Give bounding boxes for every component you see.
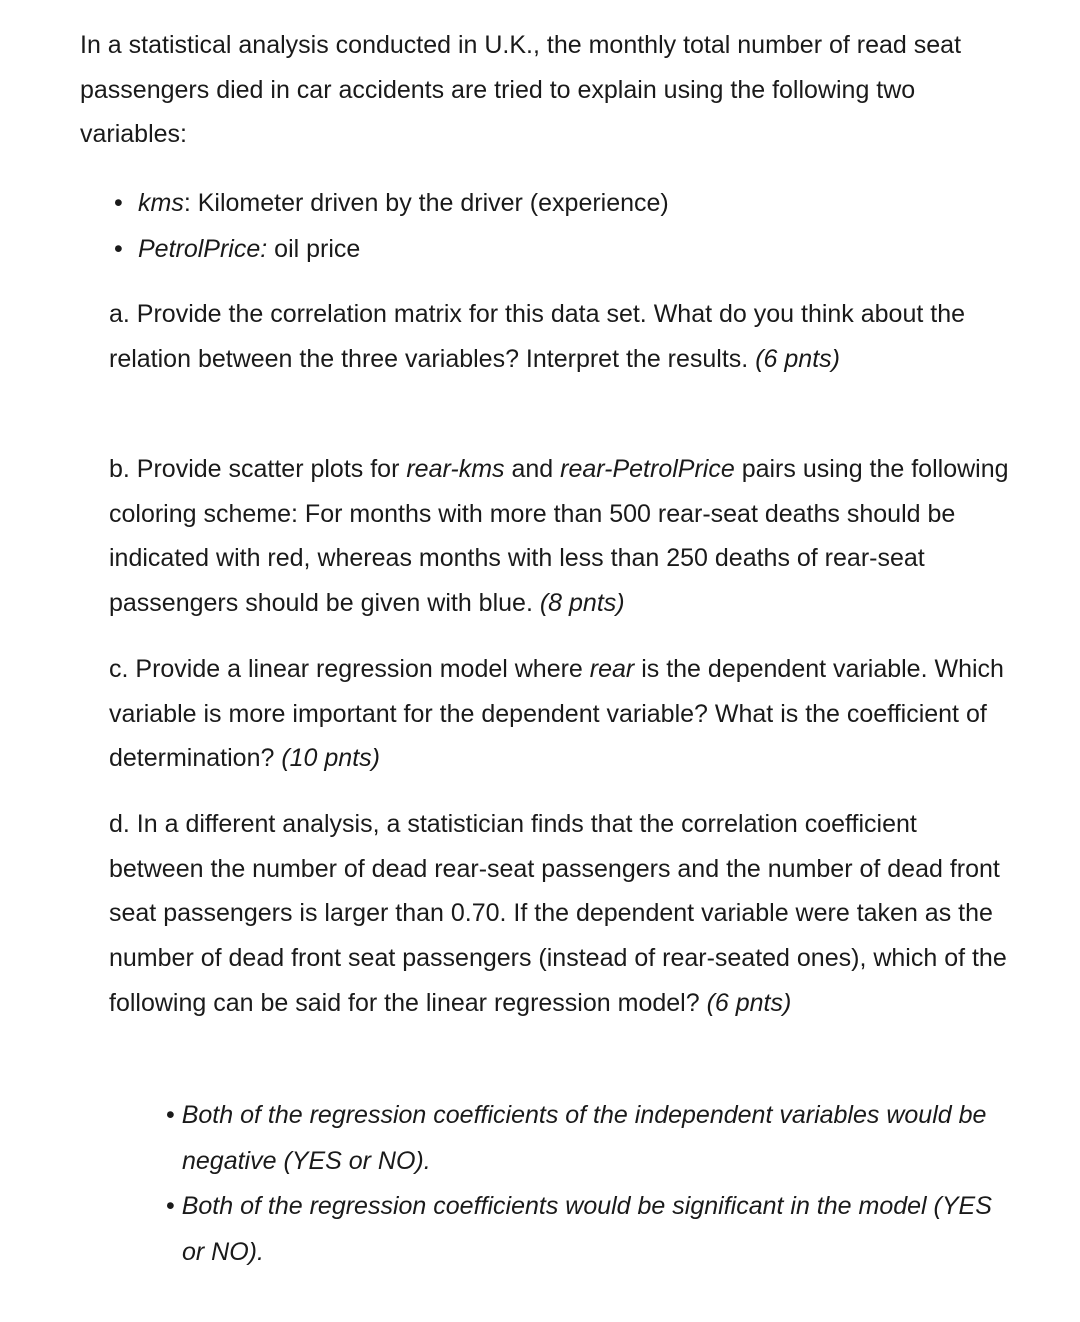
question-b-text-1: b. Provide scatter plots for bbox=[109, 455, 407, 483]
option-list bbox=[142, 1093, 1012, 1275]
question-b-emphasis-2: rear-PetrolPrice bbox=[560, 455, 735, 483]
question-d-points: (6 pnts) bbox=[706, 988, 792, 1017]
question-d-text: d. In a different analysis, a statistician finds that the correlation coefficient between the number of dead rear-seat passengers and the number of dead front seat passengers is larger than 0.70. If the dependent variable were taken as the number of dead front seat passengers (instead of rear-seated ones), which of the following can be said for the linear regression model? bbox=[109, 810, 1007, 1017]
list-item bbox=[142, 1184, 1012, 1275]
list-item bbox=[142, 1093, 1012, 1184]
question-a-text: a. Provide the correlation matrix for this data set. What do you think about the relation between the three variables? Interpret the results. bbox=[109, 300, 966, 373]
variable-separator: : bbox=[183, 189, 191, 217]
question-c-text-2: is the dependent variable. Which variable is more important for the dependent variable? What is the coefficient of determination? bbox=[109, 655, 1004, 773]
option-text: Both of the regression coefficients of the independent variables would be negative (YES or NO). bbox=[181, 1101, 987, 1175]
intro-paragraph: In a statistical analysis conducted in U.K., the monthly total number of read seat passengers died in car accidents are tried to explain using the following two variables: bbox=[80, 31, 962, 149]
bullet-icon: • bbox=[166, 1192, 175, 1220]
list-item bbox=[112, 226, 669, 272]
question-b-text-3: pairs using the following coloring scheme: For months with more than 500 rear-seat deaths should be indicated with red, whereas months with less than 250 deaths of rear-seat passengers should be given with blue. bbox=[109, 455, 1009, 618]
variable-description: oil price bbox=[267, 235, 361, 263]
question-b-emphasis-1: rear-kms bbox=[406, 455, 505, 483]
bullet-icon: • bbox=[114, 235, 123, 263]
list-item bbox=[112, 180, 669, 226]
question-b-points: (8 pnts) bbox=[539, 589, 625, 618]
question-b bbox=[109, 447, 1009, 626]
question-d bbox=[109, 802, 1009, 1026]
option-text: Both of the regression coefficients would be significant in the model (YES or NO). bbox=[181, 1192, 992, 1266]
variable-name: kms bbox=[138, 189, 184, 217]
variable-list bbox=[112, 180, 669, 272]
bullet-icon: • bbox=[114, 189, 123, 217]
question-c-text-1: c. Provide a linear regression model where bbox=[109, 655, 590, 683]
variable-description: Kilometer driven by the driver (experience) bbox=[190, 189, 669, 217]
question-c-points: (10 pnts) bbox=[281, 744, 380, 773]
variable-name: PetrolPrice: bbox=[138, 235, 268, 263]
bullet-icon: • bbox=[166, 1101, 175, 1129]
question-c-emphasis-1: rear bbox=[589, 655, 635, 683]
question-a bbox=[109, 292, 1009, 381]
question-b-text-2: and bbox=[504, 455, 561, 483]
question-c bbox=[109, 647, 1009, 781]
question-a-points: (6 pnts) bbox=[755, 344, 840, 373]
